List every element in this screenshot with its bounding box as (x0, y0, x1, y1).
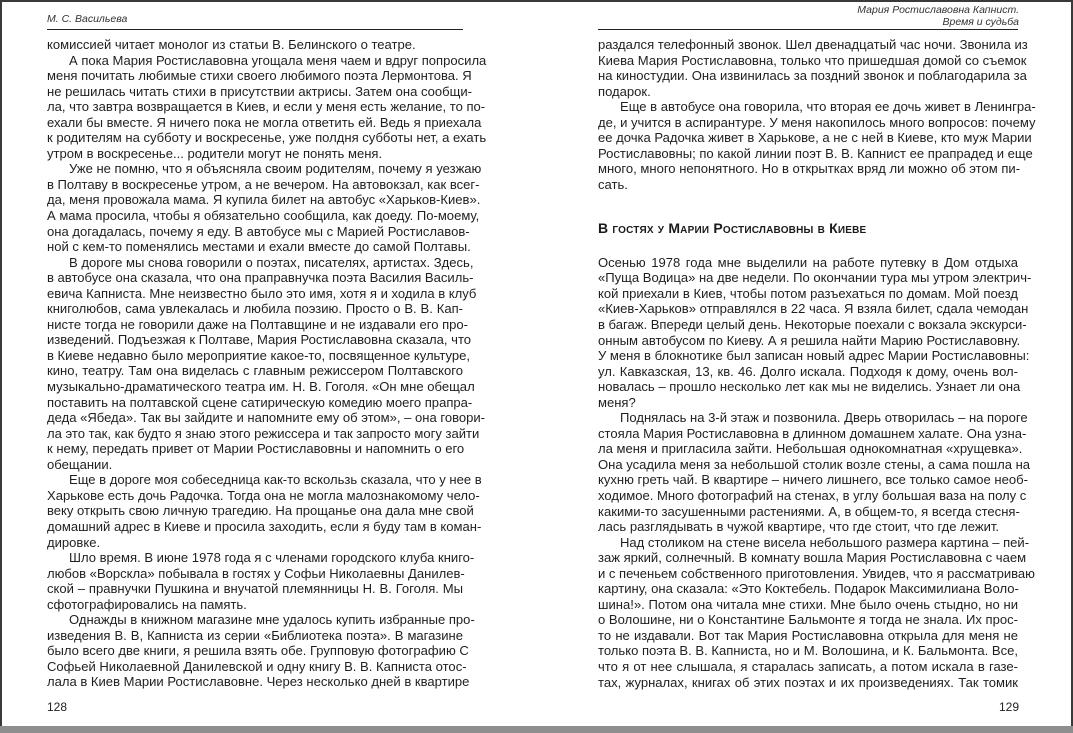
text-line: что я от нее слышала, я старалась записать, а потом искала в газе- (598, 659, 1018, 675)
text-line: она догадалась, почему я еду. В автобусе мы с Марией Ростиславов- (47, 223, 470, 239)
text-line: шина!». Потом она читала мне стихи. Мне было очень стыдно, но ни (598, 596, 1018, 612)
text-line: дировке. (47, 534, 101, 550)
text-line: ной с кем-то поменялись местами и ехали вместе до самой Полтавы. (47, 239, 471, 255)
text-line: Уже не помню, что я объясняла своим родителям, почему я уезжаю (69, 161, 482, 177)
text-line: Шло время. В июне 1978 года я с членами городского клуба книго- (69, 550, 475, 566)
text-line: Киева Мария Ростиславовна, только что пришедшая домой со съемок (598, 52, 1027, 68)
text-line: лала в Киев Марии Ростиславовне. Через несколько дней в квартире (47, 674, 470, 690)
left-page (2, 0, 532, 726)
text-line: Еще в дороге моя собеседница как-то вскользь сказала, что у нее в (69, 472, 482, 488)
text-line: ла это так, как будто я знаю этого режиссера и так запросто могу зайти (47, 425, 480, 441)
text-line: нисте тогда не говорили даже на Полтавщине и не издавали его про- (47, 316, 468, 332)
text-line: раздался телефонный звонок. Шел двенадцатый час ночи. Звонила из (598, 37, 1028, 52)
spacer (598, 207, 1018, 221)
text-line: онным автобусом по Киеву. А я решила найти Марию Ростиславовну. (598, 332, 1021, 348)
text-line: и с печеньем собственного приготовления. Увидев, что я рассматриваю (598, 565, 1035, 581)
text-line: к родителям на субботу и воскресенье, уже полдня субботы нет, а ехать (47, 130, 487, 146)
header-rule (598, 29, 1018, 30)
text-line: кино, театру. Там она виделась с главным режиссером Полтавского (47, 363, 463, 379)
text-line: В дороге мы снова говорили о поэтах, писателях, артистах. Здесь, (69, 254, 474, 270)
text-line: на киностудии. Она извинилась за поздний звонок и поблагодарила за (598, 68, 1027, 84)
text-line: деда «Ябеда». Так вы зайдите и напомните ему об этом», – она говори- (47, 410, 486, 426)
text-line: ла, что завтра возвращается в Киев, и если у меня есть желание, то по- (47, 99, 486, 115)
text-line: домашний адрес в Киеве и просила заходить, если я буду там в коман- (47, 518, 482, 534)
text-line: Еще в автобусе она говорила, что вторая ее дочь живет в Ленингра- (620, 99, 1036, 115)
page-number: 128 (47, 700, 68, 714)
text-line: какими-то засушенными растениями. А, в общем-то, я всегда стесня- (598, 503, 1020, 519)
text-line: ходимое. Много фотографий на стенах, в углу большая ваза на полу с (598, 488, 1027, 503)
running-head-title (857, 4, 1019, 28)
spacer (598, 236, 1018, 250)
text-line: ее дочка Радочка живет в Харькове, а не с ней в Киеве, кто муж Марии (598, 130, 1032, 146)
spacer (598, 192, 1018, 206)
running-head-line-1: Мария Ростиславовна Капнист. (857, 4, 1019, 16)
text-line: ской – правнучки Пушкина и внучатой племянницы Н. В. Гоголя. Мы (47, 581, 463, 597)
text-line: заж яркий, солнечный. В комнату вошла Мария Ростиславовна с чаем (598, 550, 1027, 566)
text-line: к нему, передать привет от Марии Ростиславовны и напомнить о его (47, 441, 465, 457)
text-line: в автобусе она сказала, что она праправнучка поэта Василия Василь- (47, 270, 474, 286)
text-line: любов «Ворскла» побывала в гостях у Софьи Николаевны Данилев- (47, 565, 465, 581)
text-line: евича Капниста. Мне неизвестно было это имя, хотя я и ходила в клуб (47, 285, 477, 301)
text-line: комиссией читает монолог из статьи В. Белинского о театре. (47, 37, 416, 52)
text-line: да, меня провожала мама. Я купила билет на автобус «Харьков-Киев». (47, 192, 481, 208)
text-line: изведения В. В, Капниста из серии «Библиотека поэта». В магазине (47, 627, 463, 643)
text-line: ла меня и пригласила зайти. Небольшая однокомнатная «хрущевка». (598, 441, 1023, 457)
text-line: книголюбов, сама увлекалась и любила поэзию. Просто о В. В. Кап- (47, 301, 463, 317)
text-line: стояла Мария Ростиславовна в длинном домашнем халате. Она узна- (598, 425, 1027, 441)
text-line: кухню греть чай. В квартире – ничего лишнего, все только самое необ- (598, 472, 1028, 488)
text-line: изведений. Подъезжая к Полтаве, Мария Ростиславовна сказала, что (47, 332, 472, 348)
text-line: тах, журналах, книгах об этих поэтах и их произведениях. Так томик (598, 674, 1018, 690)
header-rule (47, 29, 463, 30)
text-line: только поэта В. В. Капниста, но и М. Волошина, и К. Бальмонта. Все, (598, 643, 1018, 659)
page-number: 129 (998, 700, 1019, 714)
text-line: Харькове есть дочь Радочка. Тогда она не могла малознакомому чело- (47, 487, 480, 503)
text-line: лась разглядывать в чужой квартире, что где стоит, что где лежит. (598, 519, 1000, 535)
text-line: утром в воскресенье... родители могут не понять меня. (47, 145, 383, 161)
text-line: веку открыть свою личную трагедию. На прощанье она дала мне свой (47, 503, 474, 519)
text-line: подарок. (598, 83, 651, 99)
text-line: меня почитать любимые стихи своего любимого поэта Лермонтова. Я (47, 68, 472, 84)
text-line: новалась – прошло несколько лет как мы не виделись. Узнает ли она (598, 379, 1021, 395)
text-line: А пока Мария Ростиславовна угощала меня чаем и вдруг попросила (69, 52, 487, 68)
text-line: меня? (598, 394, 636, 410)
text-line: в багаж. Впереди целый день. Некоторые поехали с вокзала экскурси- (598, 316, 1027, 332)
text-line: А мама просила, чтобы я обязательно сообщила, как доеду. По-моему, (47, 208, 480, 224)
text-line: сфотографировались на память. (47, 596, 247, 612)
text-line: де, и учится в аспирантуре. У меня накопилось много вопросов: почему (598, 114, 1036, 130)
text-line: картину, она сказала: «Это Коктебель. Подарок Максимилиана Воло- (598, 581, 1019, 597)
text-line: «Киев-Харьков» отправлялся в 22 часа. Я взяла билет, сдала чемодан (598, 301, 1029, 317)
text-line: ул. Кавказская, 13, кв. 46. Долго искала. Подходя к дому, очень вол- (598, 363, 1018, 379)
running-head-author: М. С. Васильева (47, 13, 128, 25)
text-line: о Волошине, ни о Константине Бальмонте я тогда не знала. Их прос- (598, 612, 1018, 628)
text-line: музыкально-драматического театра им. Н. В. Гоголя. «Он мне обещал (47, 379, 475, 395)
text-line: в Полтаву в воскресенье утром, а не вечером. На автовокзал, как всег- (47, 176, 480, 192)
text-line: Поднялась на 3-й этаж и позвонила. Дверь отворилась – на пороге (620, 410, 1028, 426)
text-line: Ростиславовны; по какой линии поэт В. В. Капнист ее прапрадед и еще (598, 145, 1033, 161)
text-line: Однажды в книжном магазине мне удалось купить избранные про- (69, 612, 475, 628)
text-line: кой приехали в Киев, чтобы потом разъехаться по домам. Мой поезд (598, 285, 1018, 301)
section-heading: В гостях у Марии Ростиславовны в Киеве (598, 219, 867, 236)
text-line: Она усадила меня за небольшой столик возле стены, а сама пошла на (598, 456, 1031, 472)
text-line: Осенью 1978 года мне выделили на работе путевку в Дом отдыха (598, 254, 1018, 270)
text-line: обещании. (47, 456, 113, 472)
page-frame-bottom (0, 726, 1073, 733)
text-line: в Киеве недавно было мероприятие какое-то, посвященное культуре, (47, 347, 470, 363)
right-page-body (598, 37, 1036, 690)
text-line: Софьей Николаевной Данилевской и одну книгу В. В. Капниста отос- (47, 658, 467, 674)
text-line: было всего две книги, я решила взять обе. Групповую фотографию С (47, 643, 469, 659)
right-page (532, 0, 1071, 726)
text-line: то не издавали. Вот так Мария Ростиславовна открыла для меня не (598, 627, 1018, 643)
text-line: «Пуща Водица» на две недели. По окончании тура мы утром электрич- (598, 270, 1032, 286)
text-line: У меня в блокнотике был записан новый адрес Марии Ростиславовны: (598, 348, 1030, 364)
text-line: поставить на полтавской сцене сатирическую комедию моего прапра- (47, 394, 473, 410)
text-line: Над столиком на стене висела небольшого размера картина – пей- (620, 534, 1030, 550)
text-line: много, много непонятного. Но в открытках вряд ли можно об этом пи- (598, 161, 1021, 177)
text-line: ехали бы вместе. Я ничего пока не могла ответить ей. Ведь я приехала (47, 114, 482, 130)
left-page-body (47, 37, 487, 690)
running-head-line-2: Время и судьба (942, 16, 1019, 28)
text-line: не решилась читать стихи в присутствии актрисы. Затем она сообщи- (47, 83, 473, 99)
text-line: сать. (598, 176, 628, 192)
